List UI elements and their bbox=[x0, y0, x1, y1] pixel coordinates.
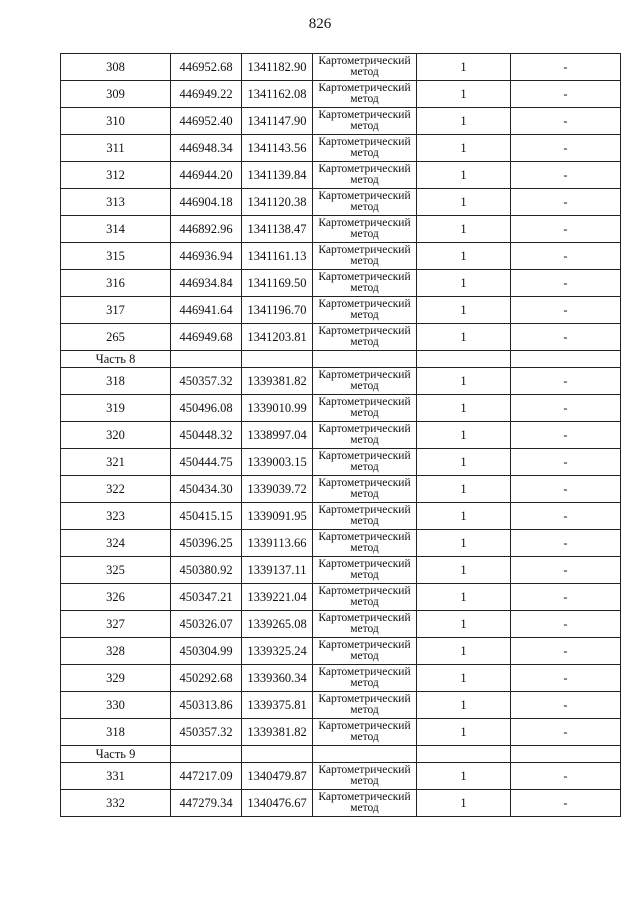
x-coordinate-cell: 450434.30 bbox=[171, 476, 242, 503]
table-row bbox=[61, 790, 621, 817]
note-cell: - bbox=[511, 763, 621, 790]
table-row bbox=[61, 638, 621, 665]
note-cell: - bbox=[511, 270, 621, 297]
table-row bbox=[61, 108, 621, 135]
table-row bbox=[61, 422, 621, 449]
note-cell: - bbox=[511, 162, 621, 189]
y-coordinate-cell: 1341182.90 bbox=[242, 54, 313, 81]
x-coordinate-cell: 450304.99 bbox=[171, 638, 242, 665]
y-coordinate-cell: 1339265.08 bbox=[242, 611, 313, 638]
point-number-cell: 326 bbox=[61, 584, 171, 611]
section-header-row bbox=[61, 746, 621, 763]
point-number-cell: 323 bbox=[61, 503, 171, 530]
y-coordinate-cell: 1341196.70 bbox=[242, 297, 313, 324]
point-number-cell: 322 bbox=[61, 476, 171, 503]
empty-cell bbox=[242, 351, 313, 368]
accuracy-cell: 1 bbox=[417, 81, 511, 108]
accuracy-cell: 1 bbox=[417, 665, 511, 692]
x-coordinate-cell: 450444.75 bbox=[171, 449, 242, 476]
point-number-cell: 318 bbox=[61, 719, 171, 746]
empty-cell bbox=[511, 746, 621, 763]
method-cell: Картометрический метод bbox=[313, 665, 417, 692]
x-coordinate-cell: 446948.34 bbox=[171, 135, 242, 162]
y-coordinate-cell: 1341162.08 bbox=[242, 81, 313, 108]
y-coordinate-cell: 1339325.24 bbox=[242, 638, 313, 665]
x-coordinate-cell: 450357.32 bbox=[171, 719, 242, 746]
note-cell: - bbox=[511, 422, 621, 449]
note-cell: - bbox=[511, 135, 621, 162]
x-coordinate-cell: 450415.15 bbox=[171, 503, 242, 530]
table-row bbox=[61, 692, 621, 719]
note-cell: - bbox=[511, 297, 621, 324]
method-cell: Картометрический метод bbox=[313, 243, 417, 270]
table-row bbox=[61, 395, 621, 422]
note-cell: - bbox=[511, 216, 621, 243]
x-coordinate-cell: 450326.07 bbox=[171, 611, 242, 638]
note-cell: - bbox=[511, 530, 621, 557]
empty-cell bbox=[242, 746, 313, 763]
accuracy-cell: 1 bbox=[417, 216, 511, 243]
method-cell: Картометрический метод bbox=[313, 324, 417, 351]
y-coordinate-cell: 1339039.72 bbox=[242, 476, 313, 503]
x-coordinate-cell: 446949.22 bbox=[171, 81, 242, 108]
point-number-cell: 316 bbox=[61, 270, 171, 297]
method-cell: Картометрический метод bbox=[313, 135, 417, 162]
method-cell: Картометрический метод bbox=[313, 530, 417, 557]
table-row bbox=[61, 270, 621, 297]
empty-cell bbox=[417, 351, 511, 368]
accuracy-cell: 1 bbox=[417, 243, 511, 270]
accuracy-cell: 1 bbox=[417, 476, 511, 503]
y-coordinate-cell: 1338997.04 bbox=[242, 422, 313, 449]
method-cell: Картометрический метод bbox=[313, 584, 417, 611]
accuracy-cell: 1 bbox=[417, 189, 511, 216]
point-number-cell: 324 bbox=[61, 530, 171, 557]
note-cell: - bbox=[511, 368, 621, 395]
table-row bbox=[61, 449, 621, 476]
table-row bbox=[61, 530, 621, 557]
x-coordinate-cell: 447279.34 bbox=[171, 790, 242, 817]
table-row bbox=[61, 189, 621, 216]
method-cell: Картометрический метод bbox=[313, 108, 417, 135]
x-coordinate-cell: 450496.08 bbox=[171, 395, 242, 422]
accuracy-cell: 1 bbox=[417, 324, 511, 351]
table-row bbox=[61, 135, 621, 162]
accuracy-cell: 1 bbox=[417, 719, 511, 746]
point-number-cell: 315 bbox=[61, 243, 171, 270]
x-coordinate-cell: 446904.18 bbox=[171, 189, 242, 216]
method-cell: Картометрический метод bbox=[313, 368, 417, 395]
method-cell: Картометрический метод bbox=[313, 790, 417, 817]
y-coordinate-cell: 1339010.99 bbox=[242, 395, 313, 422]
method-cell: Картометрический метод bbox=[313, 611, 417, 638]
accuracy-cell: 1 bbox=[417, 270, 511, 297]
y-coordinate-cell: 1339221.04 bbox=[242, 584, 313, 611]
x-coordinate-cell: 446952.40 bbox=[171, 108, 242, 135]
x-coordinate-cell: 446941.64 bbox=[171, 297, 242, 324]
empty-cell bbox=[171, 351, 242, 368]
y-coordinate-cell: 1341161.13 bbox=[242, 243, 313, 270]
section-header-row bbox=[61, 351, 621, 368]
x-coordinate-cell: 446949.68 bbox=[171, 324, 242, 351]
note-cell: - bbox=[511, 638, 621, 665]
x-coordinate-cell: 450357.32 bbox=[171, 368, 242, 395]
accuracy-cell: 1 bbox=[417, 108, 511, 135]
y-coordinate-cell: 1340476.67 bbox=[242, 790, 313, 817]
table-row bbox=[61, 368, 621, 395]
table-row bbox=[61, 162, 621, 189]
method-cell: Картометрический метод bbox=[313, 557, 417, 584]
note-cell: - bbox=[511, 243, 621, 270]
y-coordinate-cell: 1341143.56 bbox=[242, 135, 313, 162]
method-cell: Картометрический метод bbox=[313, 503, 417, 530]
y-coordinate-cell: 1341139.84 bbox=[242, 162, 313, 189]
method-cell: Картометрический метод bbox=[313, 297, 417, 324]
table-row bbox=[61, 719, 621, 746]
method-cell: Картометрический метод bbox=[313, 719, 417, 746]
method-cell: Картометрический метод bbox=[313, 216, 417, 243]
x-coordinate-cell: 446892.96 bbox=[171, 216, 242, 243]
table-row bbox=[61, 216, 621, 243]
point-number-cell: 331 bbox=[61, 763, 171, 790]
method-cell: Картометрический метод bbox=[313, 270, 417, 297]
point-number-cell: 327 bbox=[61, 611, 171, 638]
accuracy-cell: 1 bbox=[417, 638, 511, 665]
x-coordinate-cell: 446934.84 bbox=[171, 270, 242, 297]
y-coordinate-cell: 1339137.11 bbox=[242, 557, 313, 584]
accuracy-cell: 1 bbox=[417, 297, 511, 324]
x-coordinate-cell: 446952.68 bbox=[171, 54, 242, 81]
section-label: Часть 8 bbox=[61, 351, 171, 368]
point-number-cell: 320 bbox=[61, 422, 171, 449]
point-number-cell: 311 bbox=[61, 135, 171, 162]
method-cell: Картометрический метод bbox=[313, 692, 417, 719]
note-cell: - bbox=[511, 54, 621, 81]
y-coordinate-cell: 1339091.95 bbox=[242, 503, 313, 530]
y-coordinate-cell: 1340479.87 bbox=[242, 763, 313, 790]
point-number-cell: 265 bbox=[61, 324, 171, 351]
x-coordinate-cell: 446936.94 bbox=[171, 243, 242, 270]
note-cell: - bbox=[511, 790, 621, 817]
table-row bbox=[61, 665, 621, 692]
y-coordinate-cell: 1339381.82 bbox=[242, 368, 313, 395]
table-row bbox=[61, 54, 621, 81]
x-coordinate-cell: 450380.92 bbox=[171, 557, 242, 584]
note-cell: - bbox=[511, 189, 621, 216]
x-coordinate-cell: 450396.25 bbox=[171, 530, 242, 557]
accuracy-cell: 1 bbox=[417, 162, 511, 189]
x-coordinate-cell: 450292.68 bbox=[171, 665, 242, 692]
accuracy-cell: 1 bbox=[417, 449, 511, 476]
method-cell: Картометрический метод bbox=[313, 162, 417, 189]
note-cell: - bbox=[511, 449, 621, 476]
method-cell: Картометрический метод bbox=[313, 81, 417, 108]
coordinates-table bbox=[60, 53, 621, 817]
section-label: Часть 9 bbox=[61, 746, 171, 763]
note-cell: - bbox=[511, 719, 621, 746]
accuracy-cell: 1 bbox=[417, 692, 511, 719]
note-cell: - bbox=[511, 665, 621, 692]
note-cell: - bbox=[511, 503, 621, 530]
point-number-cell: 317 bbox=[61, 297, 171, 324]
x-coordinate-cell: 447217.09 bbox=[171, 763, 242, 790]
empty-cell bbox=[171, 746, 242, 763]
note-cell: - bbox=[511, 108, 621, 135]
empty-cell bbox=[417, 746, 511, 763]
point-number-cell: 318 bbox=[61, 368, 171, 395]
table-row bbox=[61, 503, 621, 530]
accuracy-cell: 1 bbox=[417, 530, 511, 557]
page-number: 826 bbox=[308, 16, 332, 32]
accuracy-cell: 1 bbox=[417, 135, 511, 162]
method-cell: Картометрический метод bbox=[313, 476, 417, 503]
table-row bbox=[61, 557, 621, 584]
method-cell: Картометрический метод bbox=[313, 189, 417, 216]
method-cell: Картометрический метод bbox=[313, 54, 417, 81]
point-number-cell: 329 bbox=[61, 665, 171, 692]
note-cell: - bbox=[511, 476, 621, 503]
point-number-cell: 310 bbox=[61, 108, 171, 135]
y-coordinate-cell: 1339360.34 bbox=[242, 665, 313, 692]
accuracy-cell: 1 bbox=[417, 395, 511, 422]
y-coordinate-cell: 1341138.47 bbox=[242, 216, 313, 243]
accuracy-cell: 1 bbox=[417, 557, 511, 584]
empty-cell bbox=[511, 351, 621, 368]
y-coordinate-cell: 1341147.90 bbox=[242, 108, 313, 135]
table-row bbox=[61, 584, 621, 611]
y-coordinate-cell: 1341120.38 bbox=[242, 189, 313, 216]
y-coordinate-cell: 1339375.81 bbox=[242, 692, 313, 719]
table-row bbox=[61, 611, 621, 638]
note-cell: - bbox=[511, 584, 621, 611]
table-row bbox=[61, 324, 621, 351]
method-cell: Картометрический метод bbox=[313, 449, 417, 476]
y-coordinate-cell: 1341169.50 bbox=[242, 270, 313, 297]
table-row bbox=[61, 81, 621, 108]
table-row bbox=[61, 763, 621, 790]
note-cell: - bbox=[511, 81, 621, 108]
point-number-cell: 332 bbox=[61, 790, 171, 817]
method-cell: Картометрический метод bbox=[313, 763, 417, 790]
accuracy-cell: 1 bbox=[417, 368, 511, 395]
accuracy-cell: 1 bbox=[417, 763, 511, 790]
note-cell: - bbox=[511, 395, 621, 422]
point-number-cell: 325 bbox=[61, 557, 171, 584]
note-cell: - bbox=[511, 692, 621, 719]
table-row bbox=[61, 297, 621, 324]
table-row bbox=[61, 476, 621, 503]
point-number-cell: 312 bbox=[61, 162, 171, 189]
accuracy-cell: 1 bbox=[417, 422, 511, 449]
note-cell: - bbox=[511, 324, 621, 351]
x-coordinate-cell: 450313.86 bbox=[171, 692, 242, 719]
point-number-cell: 308 bbox=[61, 54, 171, 81]
accuracy-cell: 1 bbox=[417, 790, 511, 817]
empty-cell bbox=[313, 746, 417, 763]
y-coordinate-cell: 1341203.81 bbox=[242, 324, 313, 351]
point-number-cell: 313 bbox=[61, 189, 171, 216]
accuracy-cell: 1 bbox=[417, 503, 511, 530]
point-number-cell: 309 bbox=[61, 81, 171, 108]
point-number-cell: 314 bbox=[61, 216, 171, 243]
point-number-cell: 328 bbox=[61, 638, 171, 665]
accuracy-cell: 1 bbox=[417, 54, 511, 81]
note-cell: - bbox=[511, 611, 621, 638]
table-row bbox=[61, 243, 621, 270]
y-coordinate-cell: 1339381.82 bbox=[242, 719, 313, 746]
point-number-cell: 319 bbox=[61, 395, 171, 422]
accuracy-cell: 1 bbox=[417, 584, 511, 611]
empty-cell bbox=[313, 351, 417, 368]
note-cell: - bbox=[511, 557, 621, 584]
y-coordinate-cell: 1339003.15 bbox=[242, 449, 313, 476]
x-coordinate-cell: 446944.20 bbox=[171, 162, 242, 189]
method-cell: Картометрический метод bbox=[313, 638, 417, 665]
y-coordinate-cell: 1339113.66 bbox=[242, 530, 313, 557]
point-number-cell: 330 bbox=[61, 692, 171, 719]
method-cell: Картометрический метод bbox=[313, 395, 417, 422]
accuracy-cell: 1 bbox=[417, 611, 511, 638]
point-number-cell: 321 bbox=[61, 449, 171, 476]
x-coordinate-cell: 450347.21 bbox=[171, 584, 242, 611]
coordinates-table-body bbox=[61, 54, 621, 817]
x-coordinate-cell: 450448.32 bbox=[171, 422, 242, 449]
method-cell: Картометрический метод bbox=[313, 422, 417, 449]
